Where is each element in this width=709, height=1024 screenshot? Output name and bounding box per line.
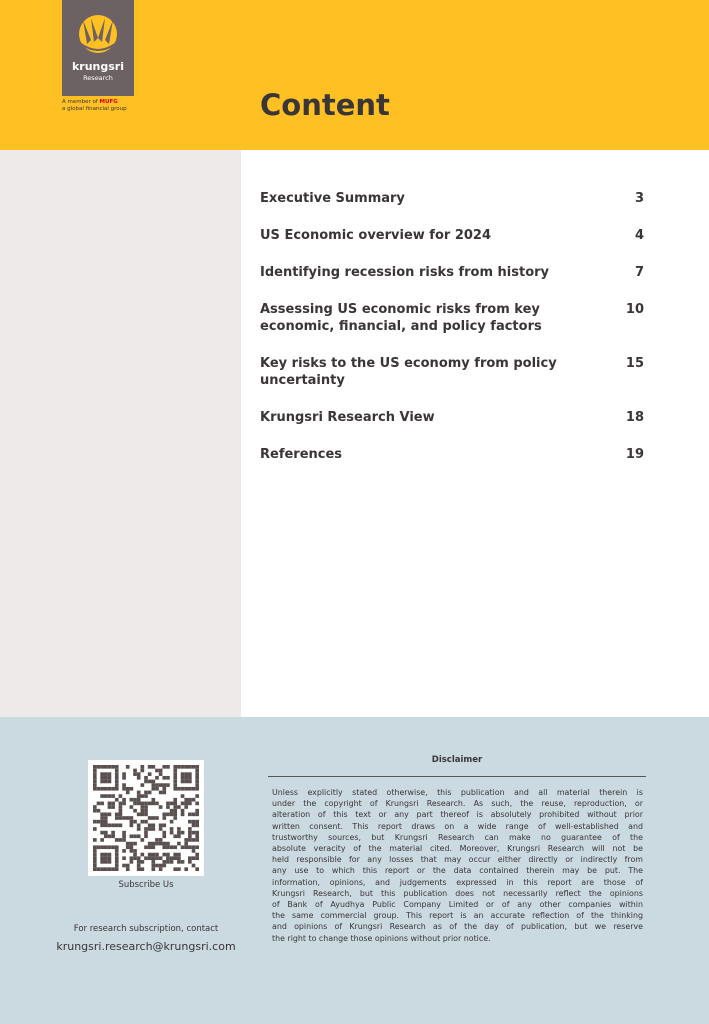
disclaimer-line: alteration of this text or any part thereof is absolutely prohibited without prior xyxy=(272,810,643,820)
header-band xyxy=(0,0,709,150)
toc-title: Executive Summary xyxy=(260,191,405,206)
disclaimer-line: absolute veracity of the material cited. Moreover, Krungsri Research will not be xyxy=(272,844,643,854)
toc-title: References xyxy=(260,447,343,462)
qr-code[interactable] xyxy=(88,760,204,876)
logo-brand: krungsri xyxy=(71,60,125,73)
table-of-contents xyxy=(260,190,644,483)
contact-label: For research subscription, contact xyxy=(73,924,219,934)
toc-page: 18 xyxy=(625,410,644,425)
toc-item[interactable] xyxy=(260,301,644,335)
toc-item[interactable] xyxy=(260,446,644,463)
toc-title: Identifying recession risks from history xyxy=(260,265,550,280)
toc-page: 19 xyxy=(625,447,644,462)
disclaimer-line: written consent. This report draws on a wide range of well-established and xyxy=(272,821,643,831)
toc-title: US Economic overview for 2024 xyxy=(260,228,492,243)
toc-page: 3 xyxy=(634,191,644,206)
disclaimer-line: the right to change those opinions without prior notice. xyxy=(272,933,491,943)
contact-email[interactable]: krungsri.research@krungsri.com xyxy=(56,940,236,953)
disclaimer-line: information, opinions, and judgements expressed in this report are those of xyxy=(272,877,643,887)
toc-title: Krungsri Research View xyxy=(260,410,435,425)
toc-item[interactable] xyxy=(260,355,644,389)
member-line2: a global financial group xyxy=(62,106,127,112)
logo-sub: Research xyxy=(83,74,113,82)
left-panel xyxy=(0,150,241,717)
subscribe-label: Subscribe Us xyxy=(118,880,174,890)
member-prefix: A member of xyxy=(62,99,98,105)
toc-title: Key risks to the US economy from policy uncertainty xyxy=(260,356,557,388)
disclaimer-line: held responsible for any losses that may occur either directly or indirectly from xyxy=(272,855,643,865)
disclaimer-line: and opinions of Krungsri Research as of the day of publication, but we reserve xyxy=(272,922,643,932)
disclaimer-line: under the copyright of Krungsri Research. As such, the reuse, reproduction, or xyxy=(272,799,643,809)
krungsri-logo xyxy=(62,0,134,96)
toc-page: 10 xyxy=(625,302,644,317)
page-title: Content xyxy=(260,88,390,122)
toc-item[interactable] xyxy=(260,264,644,281)
disclaimer-text xyxy=(272,787,643,944)
mufg-mark: MUFG xyxy=(99,99,118,105)
divider xyxy=(268,776,646,777)
disclaimer-line: Krungsri Research, but this publication does not necessarily reflect the opinions xyxy=(272,888,643,898)
disclaimer-line: trustworthy sources, but Krungsri Research can make no guarantee of the xyxy=(272,832,643,842)
toc-page: 4 xyxy=(634,228,644,243)
member-note xyxy=(62,99,127,113)
disclaimer-title: Disclaimer xyxy=(431,755,483,765)
toc-page: 7 xyxy=(634,265,644,280)
disclaimer-line: the same commercial group. This report is an accurate reflection of the thinking xyxy=(272,911,643,921)
toc-item[interactable] xyxy=(260,409,644,426)
toc-page: 15 xyxy=(625,356,644,371)
toc-title: Assessing US economic risks from key economic, financial, and policy factors xyxy=(260,302,542,334)
toc-item[interactable] xyxy=(260,190,644,207)
disclaimer-line: any use to which this report or the data contained therein may be put. The xyxy=(272,866,643,876)
disclaimer-line: of Bank of Ayudhya Public Company Limited or of any other companies within xyxy=(272,900,643,910)
toc-item[interactable] xyxy=(260,227,644,244)
krungsri-emblem-icon xyxy=(77,14,119,54)
disclaimer-line: Unless explicitly stated otherwise, this publication and all material therein is xyxy=(272,788,643,797)
